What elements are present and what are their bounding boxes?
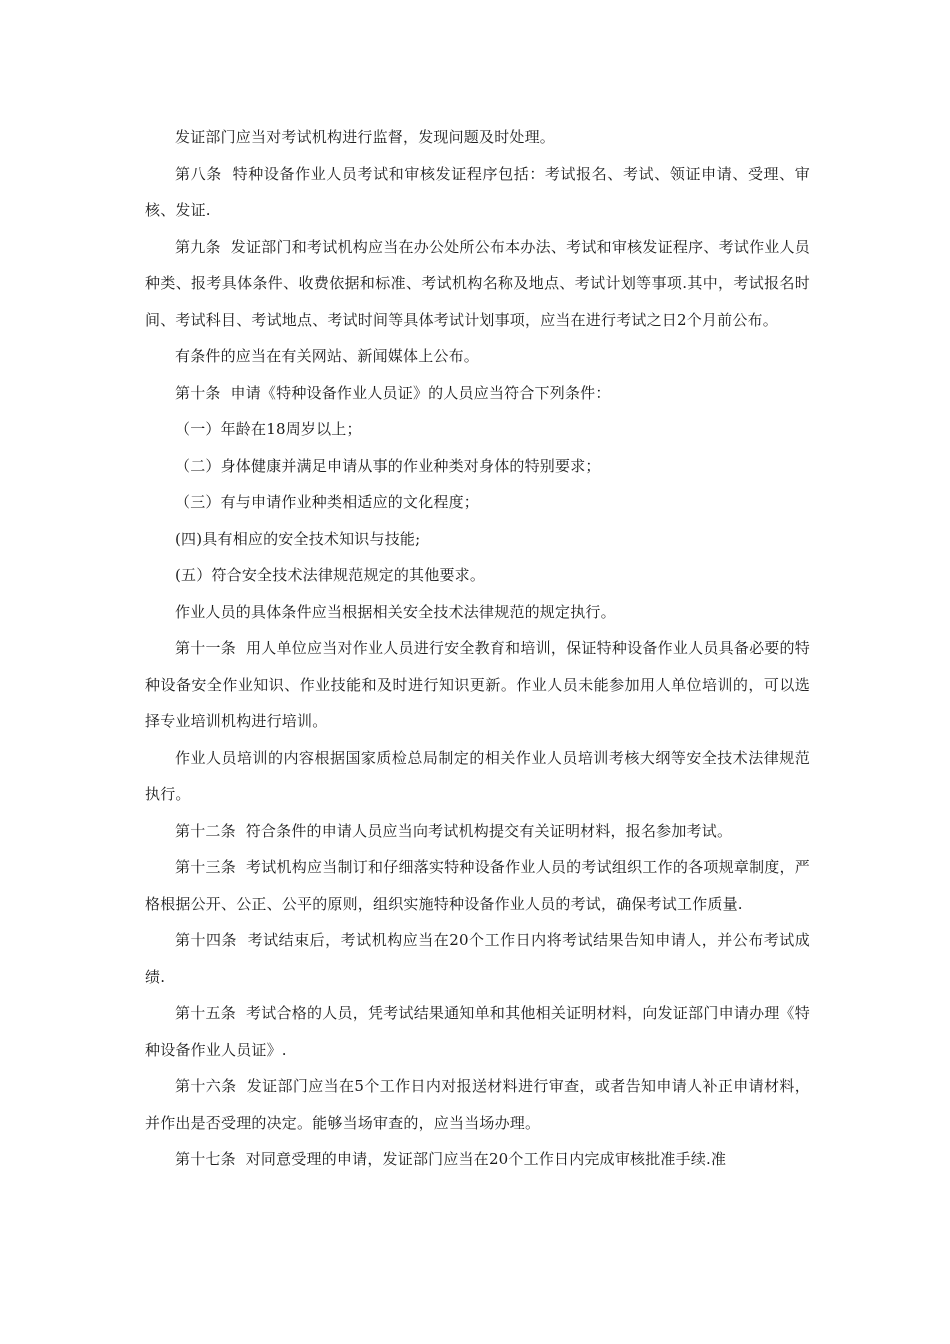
paragraph-article-11: 第十一条 用人单位应当对作业人员进行安全教育和培训，保证特种设备作业人员具备必要的特种设备安全作业知识、作业技能和及时进行知识更新。作业人员未能参加用人单位培训的，可以选择专业培训机构进行培训。 [145, 639, 810, 730]
paragraph-condition-3: （三）有与申请作业种类相适应的文化程度； [175, 493, 480, 511]
paragraph-article-13: 第十三条 考试机构应当制订和仔细落实特种设备作业人员的考试组织工作的各项规章制度，严格根据公开、公正、公平的原则，组织实施特种设备作业人员的考试，确保考试工作质量. [145, 858, 810, 913]
paragraph-article-17: 第十七条 对同意受理的申请，发证部门应当在20个工作日内完成审核批准手续.准 [175, 1150, 727, 1168]
paragraph-article-9: 第九条 发证部门和考试机构应当在办公处所公布本办法、考试和审核发证程序、考试作业人员种类、报考具体条件、收费依据和标准、考试机构名称及地点、考试计划等事项.其中，考试报名时间、考试科目、考试地点、考试时间等具体考试计划事项，应当在进行考试之日2个月前公布。 [145, 237, 810, 329]
document-page [145, 119, 810, 1178]
paragraph-article-8: 第八条 特种设备作业人员考试和审核发证程序包括：考试报名、考试、领证申请、受理、审核、发证. [145, 164, 810, 219]
paragraph-publish-online: 有条件的应当在有关网站、新闻媒体上公布。 [175, 347, 480, 365]
paragraph-condition-1: （一）年龄在18周岁以上； [175, 420, 362, 438]
paragraph-condition-5: (五）符合安全技术法律规范规定的其他要求。 [175, 566, 486, 584]
paragraph-article-14: 第十四条 考试结束后，考试机构应当在20个工作日内将考试结果告知申请人，并公布考试成绩. [145, 931, 810, 986]
paragraph-article-15: 第十五条 考试合格的人员，凭考试结果通知单和其他相关证明材料，向发证部门申请办理《特种设备作业人员证》. [145, 1004, 810, 1059]
paragraph-supervision: 发证部门应当对考试机构进行监督，发现问题及时处理。 [175, 128, 556, 146]
paragraph-training-content: 作业人员培训的内容根据国家质检总局制定的相关作业人员培训考核大纲等安全技术法律规范执行。 [145, 748, 810, 803]
paragraph-condition-2: （二）身体健康并满足申请从事的作业种类对身体的特别要求； [175, 456, 601, 475]
paragraph-condition-4: (四)具有相应的安全技术知识与技能; [175, 529, 421, 548]
paragraph-specific-conditions: 作业人员的具体条件应当根据相关安全技术法律规范的规定执行。 [175, 602, 616, 621]
paragraph-article-10: 第十条 申请《特种设备作业人员证》的人员应当符合下列条件： [175, 383, 611, 402]
paragraph-article-12: 第十二条 符合条件的申请人员应当向考试机构提交有关证明材料，报名参加考试。 [175, 821, 733, 840]
paragraph-article-16: 第十六条 发证部门应当在5个工作日内对报送材料进行审查，或者告知申请人补正申请材料，并作出是否受理的决定。能够当场审查的，应当当场办理。 [145, 1077, 810, 1132]
